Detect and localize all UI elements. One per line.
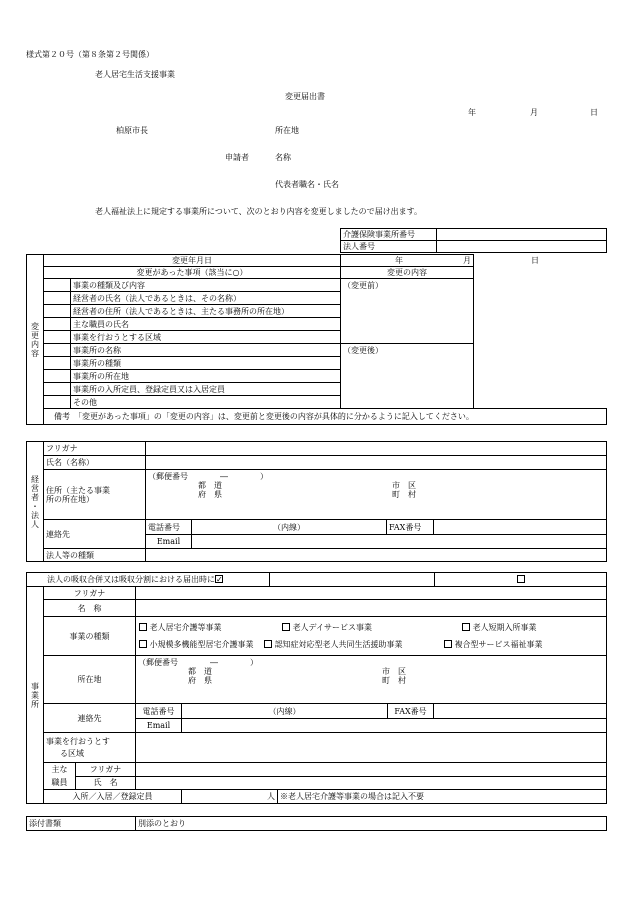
corp-type-field[interactable] [146, 549, 607, 562]
date-day: 日 [590, 108, 598, 117]
changed-item: 事業所の所在地 [71, 370, 341, 383]
staff-furigana-label: フリガナ [76, 763, 136, 777]
facility-email-label: Email [136, 719, 182, 733]
changed-item: 経営者の氏名（法人であるときは、その名称） [71, 292, 341, 305]
item-mark-cell[interactable] [44, 318, 71, 331]
care-insurance-number-label: 介護保険事業所番号 [341, 229, 437, 241]
before-change-field[interactable] [341, 279, 474, 344]
business-type-options [136, 617, 607, 656]
corp-type-label: 法人等の種類 [44, 549, 146, 562]
facility-location-label: 所在地 [44, 656, 136, 704]
changed-item: 主な職員の氏名 [71, 318, 341, 331]
merger-checkbox[interactable]: ✓ [216, 575, 223, 584]
after-change-field[interactable] [341, 344, 474, 409]
changed-item-header: 変更があった事項（該当に○） [44, 267, 341, 279]
operator-address-field[interactable]: （郵便番号 ― ） 都 道 市 区 府 県 町 村 [146, 470, 607, 520]
attachment-label: 添付書類 [27, 817, 136, 831]
representative-label: 代表者職名・氏名 [275, 180, 339, 189]
facility-tel-field[interactable] [182, 704, 388, 719]
item-mark-cell[interactable] [44, 344, 71, 357]
program-name: 老人居宅生活支援事業 [95, 70, 175, 79]
change-note: 備考 「変更があった事項」の「変更の内容」は、変更前と変更後の内容が具体的に分かるように記入してください。 [44, 409, 607, 425]
corporate-number-label: 法人番号 [341, 241, 437, 253]
staff-furigana-field[interactable] [136, 763, 607, 777]
checkbox[interactable] [462, 623, 470, 631]
business-type-option[interactable]: 認知症対応型老人共同生活援助事業 [264, 636, 444, 653]
business-type-option[interactable]: 老人デイサービス事業 [282, 619, 462, 636]
attachment-field[interactable]: 別添のとおり [136, 817, 607, 831]
facility-tel-label: 電話番号 [136, 704, 182, 719]
checkbox[interactable] [139, 640, 147, 648]
changed-item: 事業所の名称 [71, 344, 341, 357]
item-mark-cell[interactable] [44, 279, 71, 292]
form-number: 様式第２０号（第８条第２号関係） [26, 50, 154, 59]
after-change-label: （変更後） [343, 346, 383, 355]
capacity-field[interactable] [182, 790, 278, 804]
capacity-unit: 人 [267, 792, 276, 801]
id-number-table [340, 228, 607, 253]
facility-fax-label: FAX番号 [388, 704, 434, 719]
applicant-label: 申請者 [225, 153, 249, 162]
facility-contact-label: 連絡先 [44, 704, 136, 733]
operator-fax-field[interactable] [434, 520, 607, 535]
date-year: 年 [468, 108, 476, 117]
corporate-number-field[interactable] [437, 241, 607, 253]
staff-label: 主な 職員 [44, 763, 76, 790]
name-label: 名称 [275, 153, 291, 162]
facility-postal: （郵便番号 ― ） [138, 658, 259, 667]
change-month: 月 [463, 256, 471, 265]
addressee: 柏原市長 [116, 126, 148, 135]
operator-tel-field[interactable] [192, 520, 387, 535]
item-mark-cell[interactable] [44, 331, 71, 344]
facility-furigana-label: フリガナ [44, 587, 136, 600]
operator-table [26, 441, 607, 562]
change-day: 日 [531, 256, 539, 265]
staff-name-label: 氏 名 [76, 776, 136, 790]
checkbox[interactable] [444, 640, 452, 648]
item-mark-cell[interactable] [44, 396, 71, 409]
operator-name-label: 氏名（名称） [44, 456, 146, 470]
before-change-label: （変更前） [343, 281, 383, 290]
checkbox[interactable] [139, 623, 147, 631]
changed-item: 事業所の種類 [71, 357, 341, 370]
checkbox[interactable] [282, 623, 290, 631]
address-label: 所在地 [275, 126, 299, 135]
statement: 老人福祉法上に規定する事業所について、次のとおり内容を変更しましたので届け出ます。 [95, 207, 423, 216]
capacity-label: 入所／入居／登録定員 [44, 790, 182, 804]
change-section-label: 変更内容 [27, 255, 44, 425]
checkbox[interactable] [264, 640, 272, 648]
operator-postal: （郵便番号 ― ） [148, 472, 268, 481]
facility-table [26, 586, 607, 804]
business-type-option[interactable]: 老人短期入所事業 [462, 623, 537, 632]
item-mark-cell[interactable] [44, 383, 71, 396]
operator-ext-label: （内線） [273, 522, 305, 532]
operator-email-field[interactable] [192, 535, 607, 549]
facility-furigana-field[interactable] [136, 587, 607, 600]
operator-email-label: Email [146, 535, 192, 549]
changed-item: 経営者の住所（法人であるときは、主たる事務所の所在地） [71, 305, 341, 318]
operator-fax-label: FAX番号 [387, 520, 434, 535]
changed-item: 事業を行おうとする区域 [71, 331, 341, 344]
facility-section-label: 事業所 [27, 587, 44, 804]
service-area-field[interactable] [136, 733, 607, 763]
document-title: 変更届出書 [285, 92, 325, 101]
facility-location-field[interactable]: （郵便番号 ― ） 都 道 市 区 府 県 町 村 [136, 656, 607, 704]
facility-name-field[interactable] [136, 600, 607, 617]
operator-address-label: 住所（主たる事業 所の所在地） [44, 470, 146, 520]
change-date-label: 変更年月日 [44, 255, 341, 267]
change-content-header: 変更の内容 [341, 267, 474, 279]
operator-section-label: 経営者・法人 [27, 442, 44, 562]
facility-name-label: 名 称 [44, 600, 136, 617]
changed-item: 事業所の入所定員、登録定員又は入居定員 [71, 383, 341, 396]
service-area-label: 事業を行おうとす る区域 [44, 733, 136, 763]
item-mark-cell[interactable] [44, 305, 71, 318]
facility-fax-field[interactable] [434, 704, 607, 719]
changed-item: 事業の種類及び内容 [71, 279, 341, 292]
date-month: 月 [530, 108, 538, 117]
attachment-table [26, 816, 607, 831]
staff-name-field[interactable] [136, 776, 607, 790]
business-type-option[interactable]: 老人居宅介護等事業 [139, 619, 282, 636]
capacity-note: ※老人居宅介護等事業の場合は記入不要 [278, 790, 607, 804]
change-year: 年 [395, 256, 403, 265]
merger-option-checkbox[interactable] [517, 575, 525, 583]
operator-contact-label: 連絡先 [44, 520, 146, 549]
item-mark-cell[interactable] [44, 292, 71, 305]
facility-email-field[interactable] [182, 719, 607, 733]
changed-item: その他 [71, 396, 341, 409]
item-mark-cell[interactable] [44, 370, 71, 383]
operator-furigana-label: フリガナ [44, 442, 146, 456]
merger-option [435, 573, 607, 587]
change-date-field[interactable] [341, 255, 539, 267]
business-type-option[interactable]: 複合型サービス福祉事業 [444, 640, 543, 649]
operator-furigana-field[interactable] [146, 442, 607, 456]
operator-tel-label: 電話番号 [146, 520, 192, 535]
care-insurance-number-field[interactable] [437, 229, 607, 241]
item-mark-cell[interactable] [44, 357, 71, 370]
facility-ext-label: （内線） [268, 706, 301, 716]
merger-label: 法人の吸収合併又は吸収分割における届出時に✓ [27, 573, 270, 587]
change-table [26, 254, 607, 425]
merger-field[interactable] [270, 573, 435, 587]
business-type-label: 事業の種類 [44, 617, 136, 656]
operator-name-field[interactable] [146, 456, 607, 470]
merger-table [26, 572, 607, 587]
business-type-option[interactable]: 小規模多機能型居宅介護事業 [139, 636, 264, 653]
